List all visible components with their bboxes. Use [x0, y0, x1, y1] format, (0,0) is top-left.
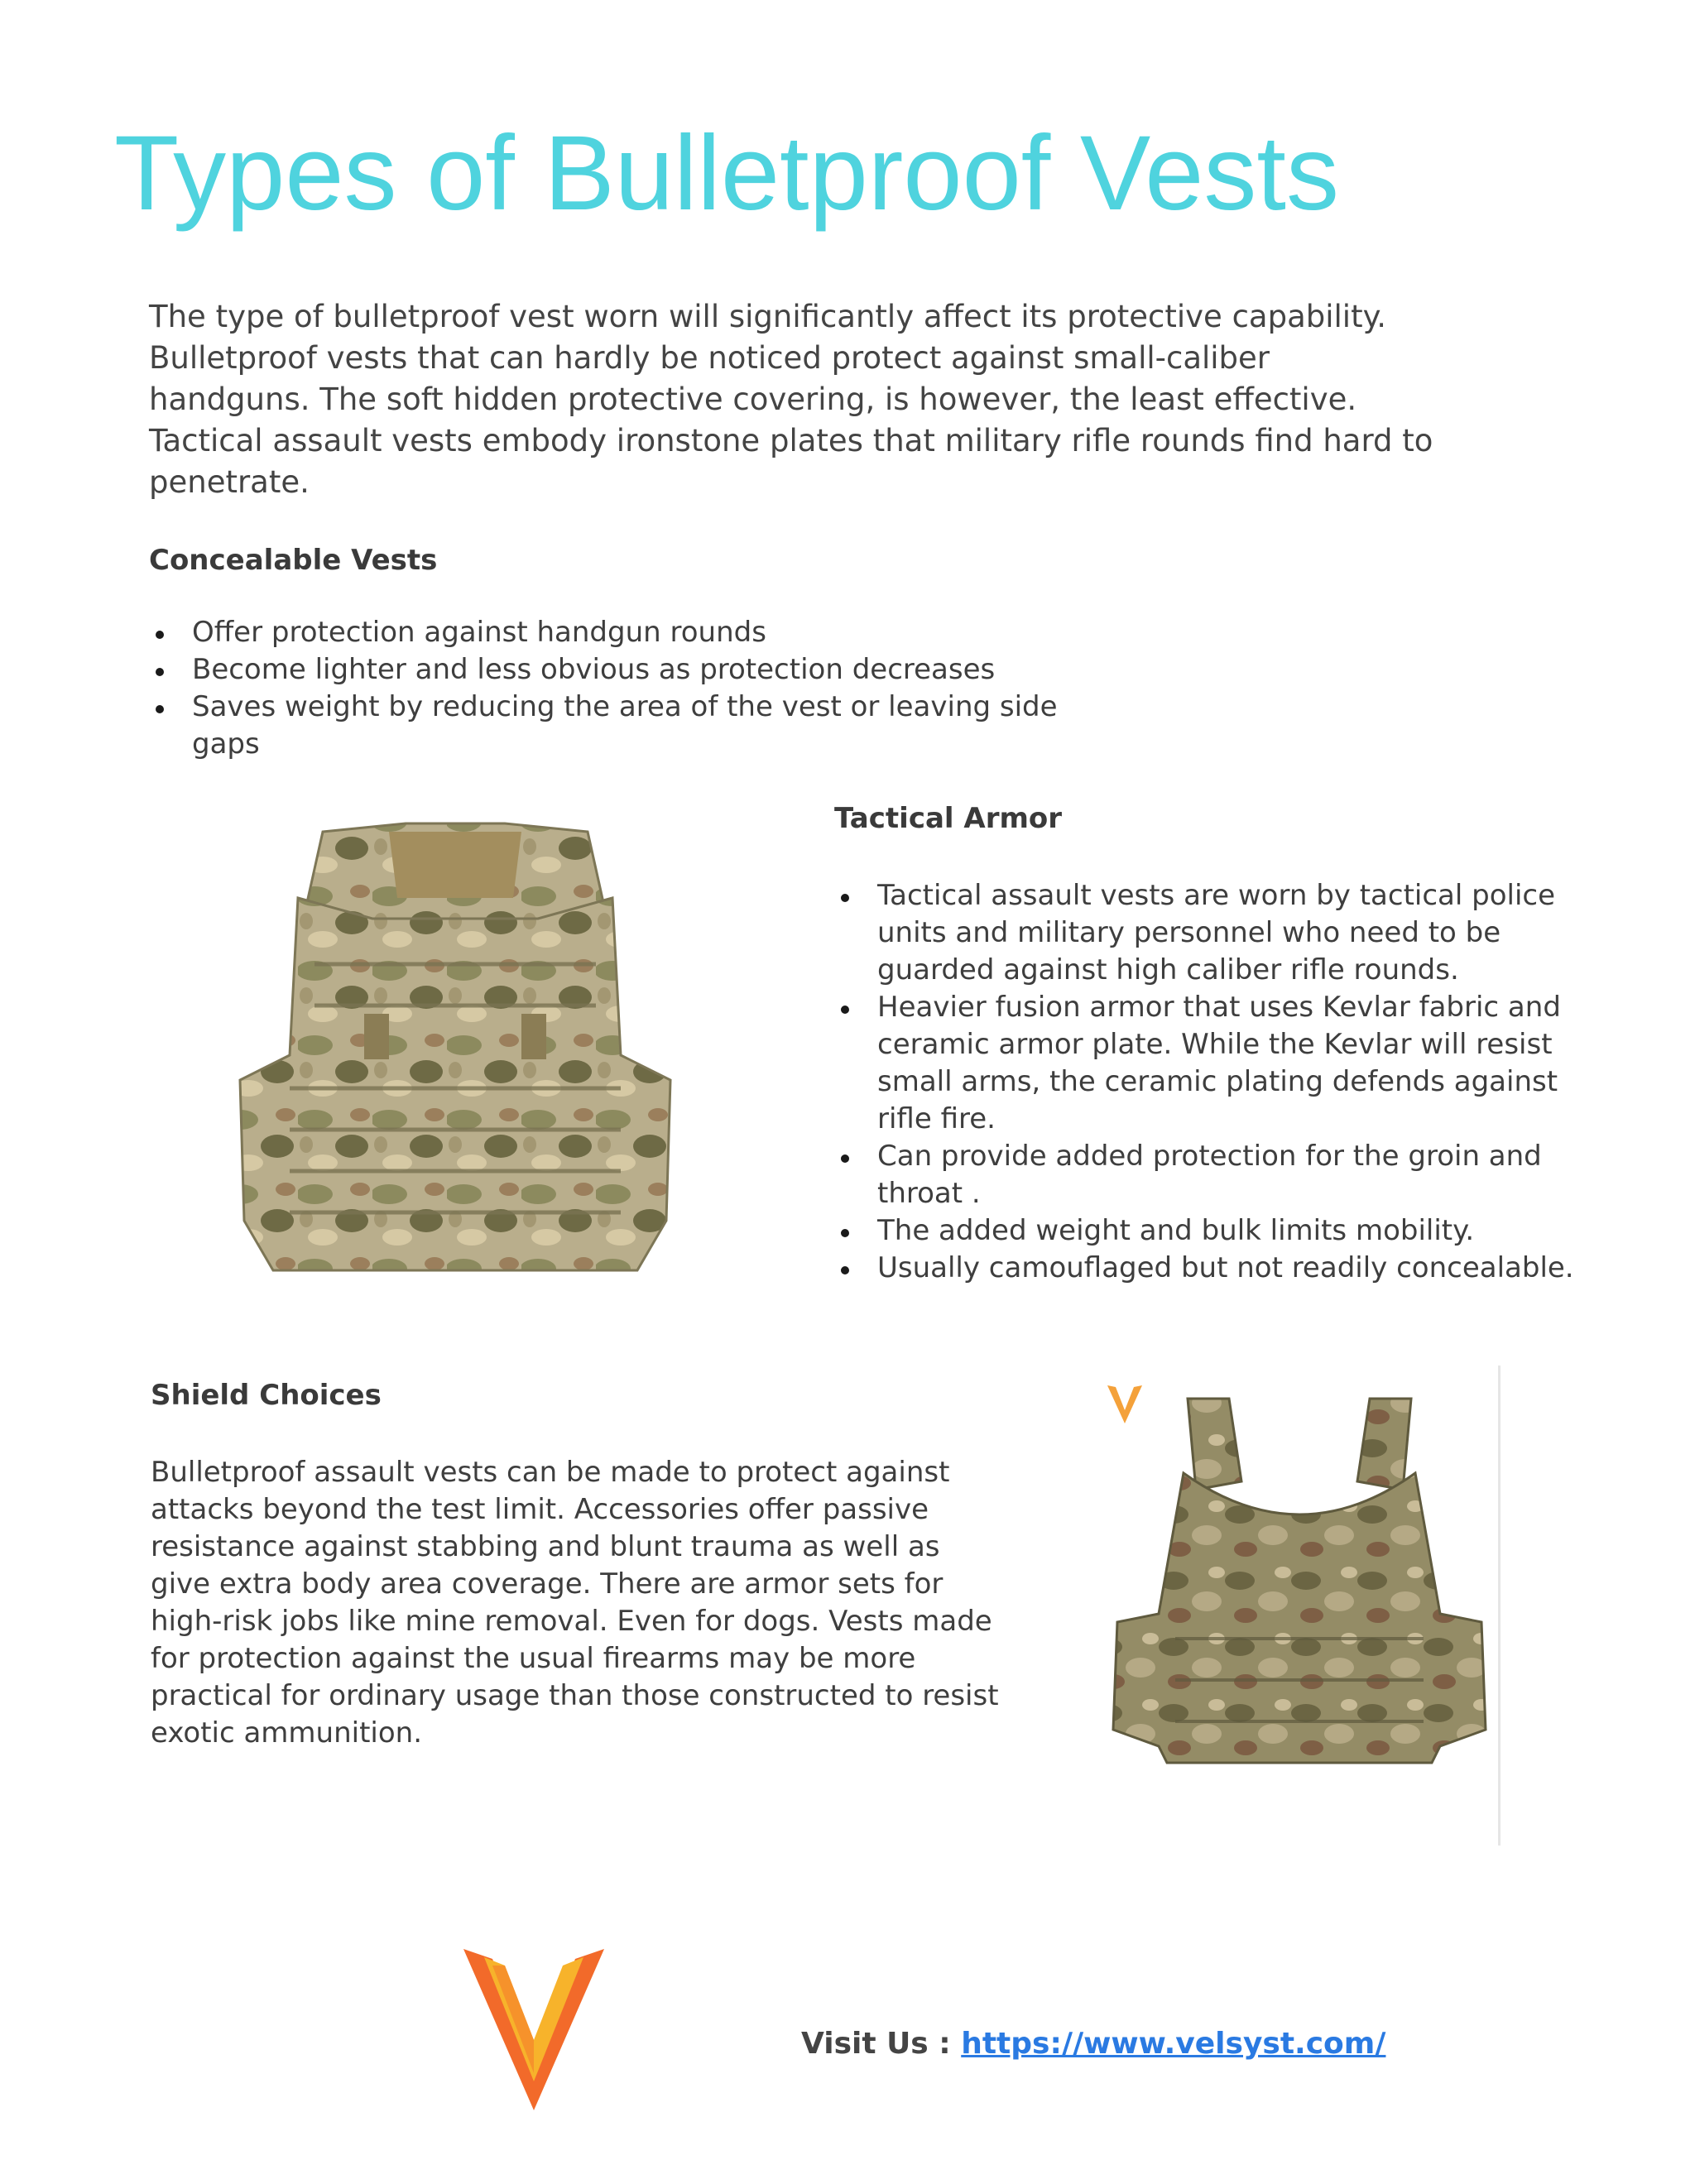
list-item: Heavier fusion armor that uses Kevlar fabric and ceramic armor plate. While the Kevlar will resist small arms, the ceramic plating defends against rifle fire. — [834, 989, 1587, 1138]
plate-carrier-image — [1092, 1366, 1506, 1846]
website-link[interactable]: https://www.velsyst.com/ — [961, 2027, 1386, 2061]
shield-section — [151, 1378, 1011, 1752]
list-item: Can provide added protection for the groin and throat . — [834, 1138, 1587, 1212]
shield-heading: Shield Choices — [151, 1379, 382, 1412]
tactical-list — [834, 877, 1587, 1287]
intro-paragraph: The type of bulletproof vest worn will significantly affect its protective capability. Bulletproof vests that can hardly be noticed protect against small-caliber handguns. The soft hidden protective covering, is however, the least effective. Tactical assault vests embody ironstone plates that military rifle rounds find hard to penetrate. — [149, 299, 1433, 500]
page-title: Types of Bulletproof Vests — [114, 114, 1339, 233]
list-item: Become lighter and less obvious as protection decreases — [149, 651, 1059, 689]
velsyst-logo-icon — [459, 1941, 608, 2114]
concealable-list — [149, 614, 1059, 763]
shield-paragraph: Bulletproof assault vests can be made to protect against attacks beyond the test limit. Accessories offer passive resistance against stabbing and blunt trauma as well as give extra body area coverage. There are armor sets for high-risk jobs like mine removal. Even for dogs. Vests made for protection against the usual firearms may be more practical for ordinary usage than those constructed to resist exotic ammunition. — [151, 1456, 999, 1750]
list-item: Usually camouflaged but not readily concealable. — [834, 1250, 1587, 1287]
list-item: The added weight and bulk limits mobility. — [834, 1212, 1587, 1250]
concealable-section — [149, 543, 1109, 763]
tactical-section — [834, 801, 1596, 1287]
list-item: Offer protection against handgun rounds — [149, 614, 1059, 651]
footer-label: Visit Us : — [801, 2027, 962, 2061]
tactical-vest-image — [223, 807, 687, 1303]
list-item: Saves weight by reducing the area of the vest or leaving side gaps — [149, 689, 1059, 763]
footer — [801, 2026, 1385, 2062]
concealable-heading: Concealable Vests — [149, 544, 438, 577]
list-item: Tactical assault vests are worn by tactical police units and military personnel who need to be guarded against high caliber rifle rounds. — [834, 877, 1587, 989]
tactical-heading: Tactical Armor — [834, 802, 1063, 835]
